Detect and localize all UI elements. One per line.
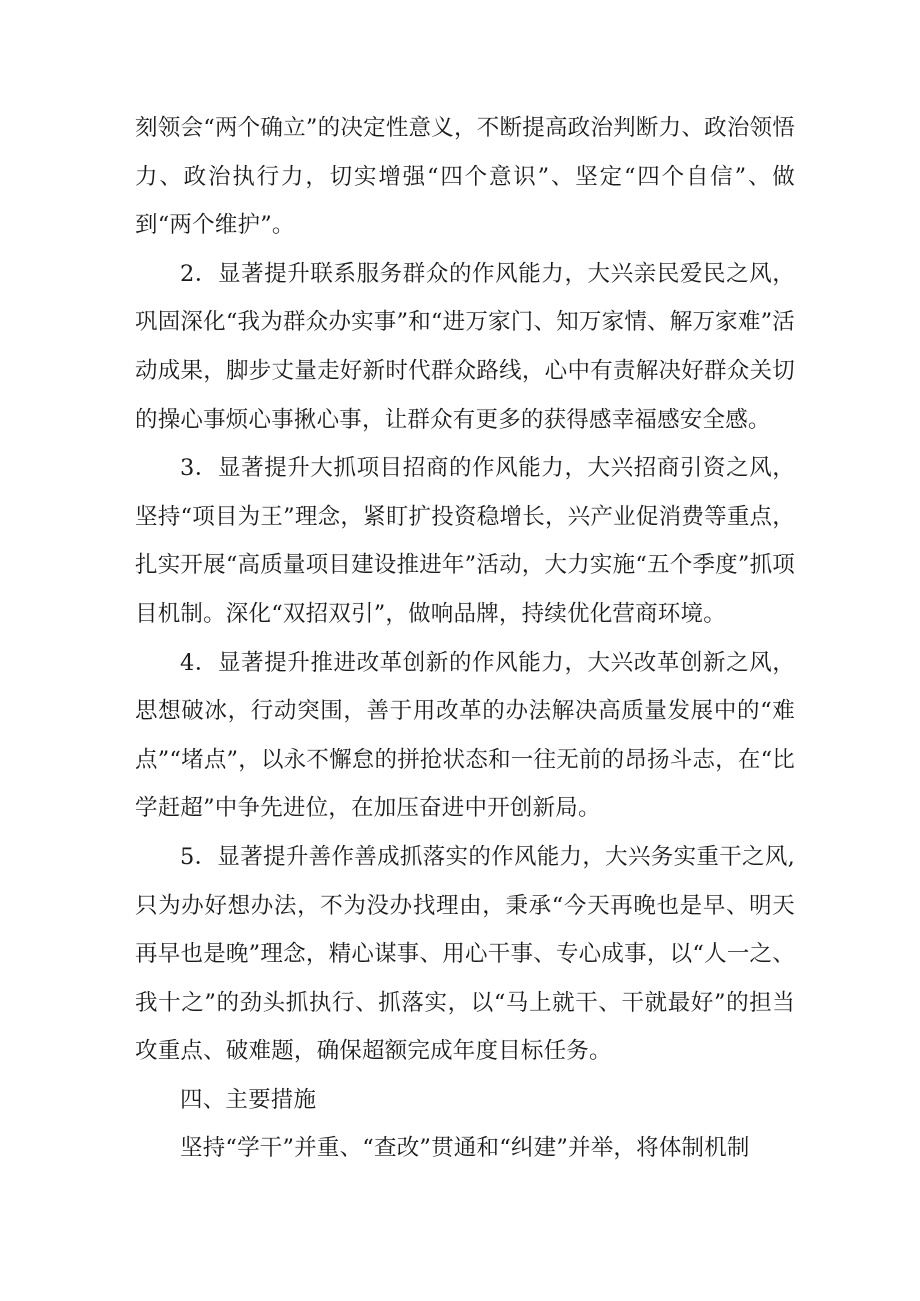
paragraph-item-4: 4．显著提升推进改革创新的作风能力，大兴改革创新之风，思想破冰，行动突围，善于用改革的办法解决高质量发展中的“难点”“堵点”，以永不懈怠的拼抢状态和一往无前的昂扬斗志，在“比学赶超”中争先进位，在加压奋进中开创新局。 bbox=[135, 649, 795, 822]
document-body bbox=[135, 104, 795, 1173]
paragraph-measures: 坚持“学干”并重、“查改”贯通和“纠建”并举，将体制机制 bbox=[180, 1135, 750, 1162]
section-heading: 四、主要措施 bbox=[180, 1086, 317, 1113]
paragraph-item-2: 2．显著提升联系服务群众的作风能力，大兴亲民爱民之风，巩固深化“我为群众办实事”和“进万家门、知万家情、解万家难”活动成果，脚步丈量走好新时代群众路线，心中有责解决好群众关切的操心事烦心事揪心事，让群众有更多的获得感幸福感安全感。 bbox=[135, 260, 795, 433]
paragraph-item-5: 5．显著提升善作善成抓落实的作风能力，大兴务实重干之风,只为办好想办法，不为没办找理由，秉承“今天再晚也是早、明天再早也是晚”理念，精心谋事、用心干事、专心成事，以“人一之、我十之”的劲头抓执行、抓落实，以“马上就干、干就最好”的担当攻重点、破难题，确保超额完成年度目标任务。 bbox=[135, 843, 795, 1065]
paragraph-continuation: 刻领会“两个确立”的决定性意义，不断提高政治判断力、政治领悟力、政治执行力，切实增强“四个意识”、坚定“四个自信”、做到“两个维护”。 bbox=[135, 115, 795, 239]
paragraph-item-3: 3．显著提升大抓项目招商的作风能力，大兴招商引资之风，坚持“项目为王”理念，紧盯扩投资稳增长，兴产业促消费等重点，扎实开展“高质量项目建设推进年”活动，大力实施“五个季度”抓项目机制。深化“双招双引”，做响品牌，持续优化营商环境。 bbox=[135, 455, 795, 627]
